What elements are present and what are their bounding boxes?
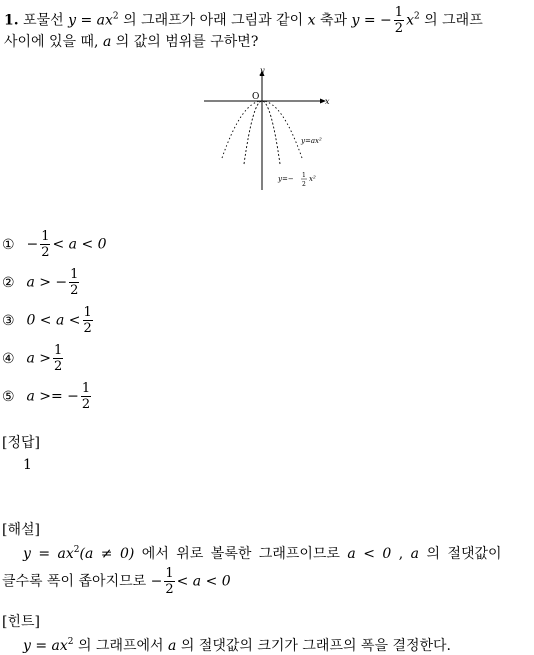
equation: y = ax <box>68 12 113 29</box>
variable: x <box>406 12 414 29</box>
equation: y = ax <box>23 546 74 562</box>
fraction: $\frac{1}{2}$ <box>53 343 63 374</box>
option-number: ① <box>2 236 15 253</box>
option-number: ③ <box>2 312 15 329</box>
question-text: 의 그래프 <box>424 12 483 29</box>
fraction: $\frac{1}{2}$ <box>70 267 79 298</box>
variable: a <box>102 34 112 50</box>
option-4[interactable] <box>2 344 65 373</box>
option-5[interactable] <box>2 382 93 411</box>
fraction: $\frac{1}{2}$ <box>41 229 50 260</box>
y-axis-label: y <box>260 66 265 75</box>
origin-label: O <box>252 92 260 102</box>
explanation-text: , <box>398 546 404 562</box>
answer-value: 1 <box>23 457 32 473</box>
option-3[interactable] <box>2 306 95 335</box>
hint-text: 의 그래프에서 <box>77 638 164 654</box>
explanation-line-2 <box>2 567 231 596</box>
option-number: ④ <box>2 350 15 367</box>
x-axis-label: x <box>325 97 330 106</box>
fraction: $\frac{1}{2}$ <box>83 305 92 336</box>
curve-half-frac-num: 1 <box>302 172 306 179</box>
explanation-text: 에서 위로 볼록한 그래프이므로 <box>141 546 340 562</box>
result-math: − <box>150 573 163 590</box>
option-math: < a < 0 <box>52 236 107 253</box>
exponent: 2 <box>413 11 420 22</box>
variable: x <box>307 12 316 29</box>
fraction: $\frac{1}{2}$ <box>81 381 91 412</box>
curve-half-label-b: x² <box>309 175 316 183</box>
question-text: 포물선 <box>23 12 64 29</box>
question-number: 1. <box>4 12 19 29</box>
result-math: < a < 0 <box>176 573 231 590</box>
equation: y = ax <box>23 638 68 654</box>
fraction: $\frac{1}{2}$ <box>394 5 404 36</box>
condition: (a ≠ 0) <box>79 546 135 562</box>
curve-ax2-label: y=ax² <box>301 137 322 145</box>
variable: a <box>168 638 177 654</box>
fraction: $\frac{1}{2}$ <box>165 566 174 597</box>
question-line-2 <box>4 31 258 51</box>
explanation-text: 의 절댓값이 <box>426 546 502 562</box>
condition: a < 0 <box>347 546 392 562</box>
question-text: 사이에 있을 때, <box>4 34 99 50</box>
option-math: − <box>26 236 39 253</box>
parabola-figure <box>200 64 336 194</box>
question-text: 의 그래프가 아래 그림과 같이 <box>123 12 304 29</box>
explanation-text: 클수록 폭이 좁아지므로 <box>2 573 147 590</box>
curve-half-frac-den: 2 <box>302 181 306 188</box>
option-number: ⑤ <box>2 388 15 405</box>
equation: y = − <box>351 12 392 29</box>
answer-label: [정답] <box>2 435 40 451</box>
option-number: ② <box>2 274 15 291</box>
option-2[interactable] <box>2 268 81 297</box>
curve-half-label-a: y=− <box>278 175 294 183</box>
option-1[interactable] <box>2 230 107 259</box>
hint-line <box>23 635 451 655</box>
exponent: 2 <box>73 545 80 555</box>
question-text: 의 값의 범위를 구하면? <box>115 34 259 50</box>
exponent: 2 <box>67 637 74 647</box>
option-math: a > − <box>26 274 68 291</box>
option-math: 0 < a < <box>26 312 81 329</box>
hint-text: 의 절댓값의 크기가 그래프의 폭을 결정한다. <box>180 638 451 654</box>
option-math: a > <box>26 350 51 367</box>
explanation-line-1 <box>23 543 502 563</box>
question-text: 축과 <box>320 12 348 29</box>
option-math: a >= − <box>26 388 79 405</box>
variable: a <box>410 546 420 562</box>
hint-label: [힌트] <box>2 614 40 630</box>
explanation-label: [해설] <box>2 522 40 538</box>
exponent: 2 <box>112 11 119 22</box>
